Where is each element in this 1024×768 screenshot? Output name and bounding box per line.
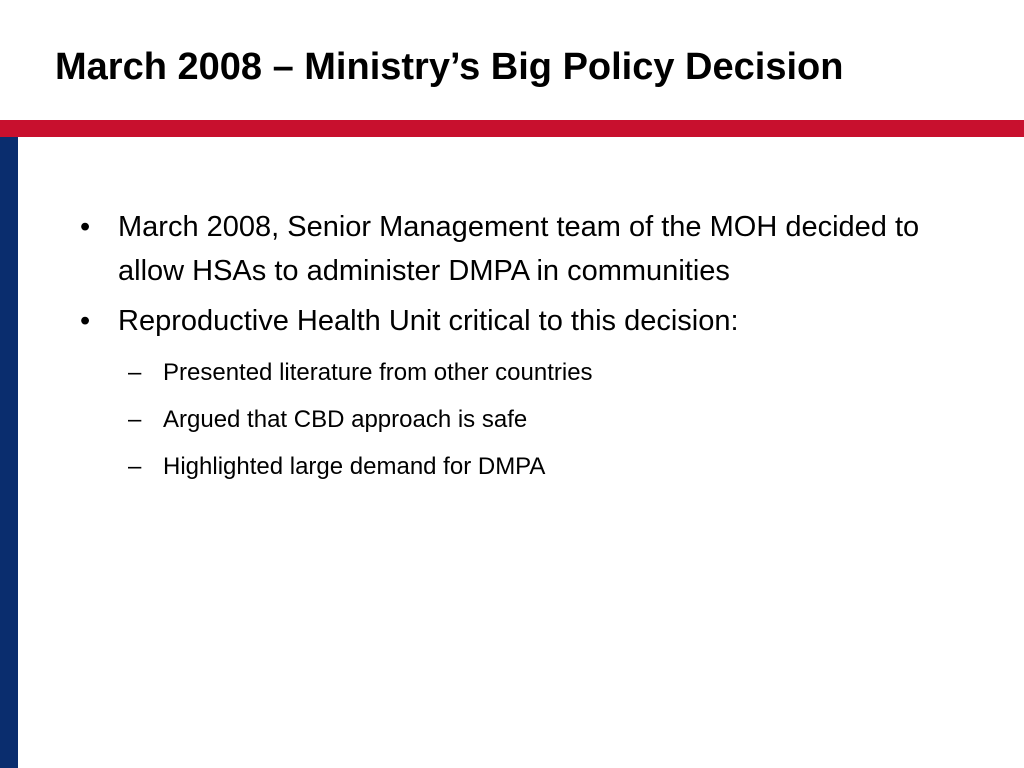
sub-bullet-marker: – <box>128 453 142 480</box>
slide-title: March 2008 – Ministry’s Big Policy Decision <box>55 46 844 88</box>
left-accent-bar <box>0 137 18 768</box>
sub-bullet-text: Argued that CBD approach is safe <box>163 406 528 433</box>
bullet-marker: • <box>80 305 91 337</box>
sub-bullet-item <box>128 396 960 443</box>
bullet-text: March 2008, Senior Management team of the MOH decided to allow HSAs to administer DMPA in communities <box>118 211 920 287</box>
bullet-item <box>80 205 960 293</box>
sub-bullet-marker: – <box>128 406 142 433</box>
title-divider-rule <box>0 120 1024 137</box>
bullet-text: Reproductive Health Unit critical to this decision: <box>118 305 739 337</box>
sub-bullet-marker: – <box>128 359 142 386</box>
bullet-marker: • <box>80 211 91 243</box>
sub-bullet-item <box>128 349 960 396</box>
bullet-item <box>80 299 960 343</box>
slide-body <box>80 205 960 490</box>
sub-bullet-list <box>80 349 960 490</box>
sub-bullet-item <box>128 443 960 490</box>
sub-bullet-text: Presented literature from other countries <box>163 359 593 386</box>
sub-bullet-text: Highlighted large demand for DMPA <box>163 453 546 480</box>
